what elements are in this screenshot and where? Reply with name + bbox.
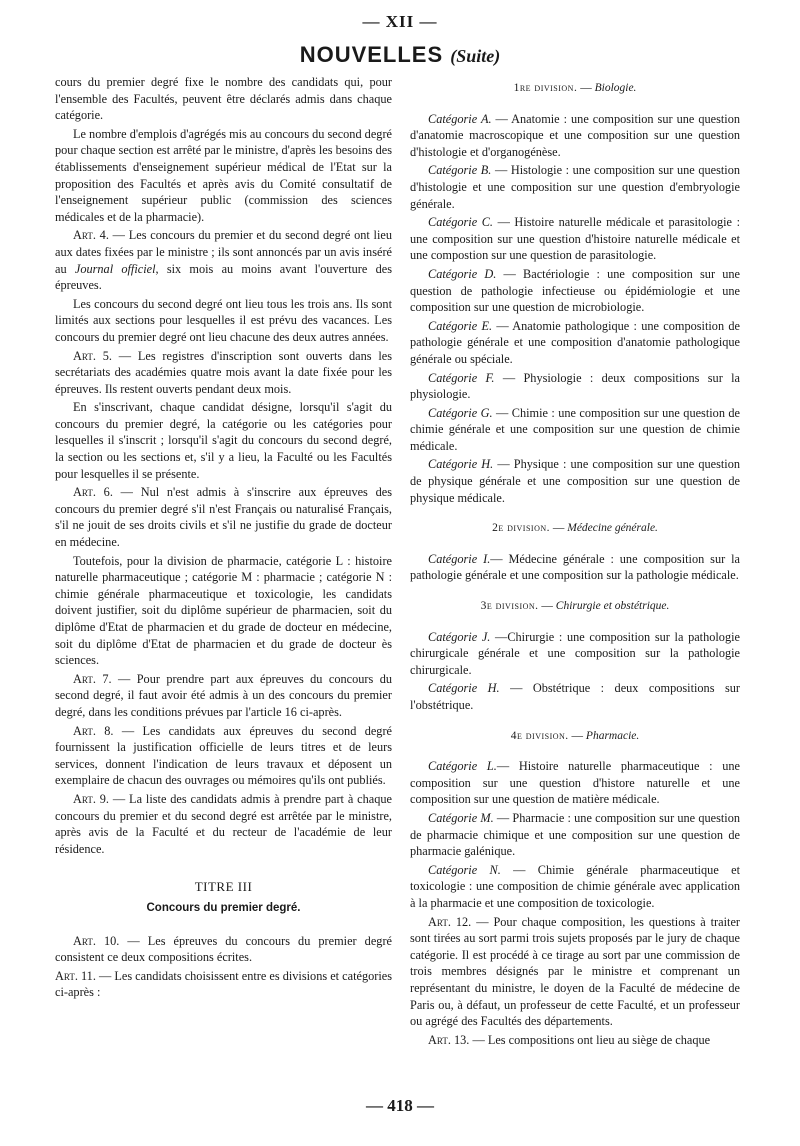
article-11 <box>55 968 392 1001</box>
division-name: Médecine générale. <box>567 522 658 535</box>
category-g <box>410 405 740 455</box>
category-text: — Chimie : une composition sur une question de chimie générale et une composition sur une question de chimie médicale. <box>410 405 741 453</box>
category-text: — Physiologie : deux compositions sur la physiologie. <box>410 370 740 402</box>
category-l <box>410 758 740 808</box>
article-label: Art. 6. <box>73 485 113 500</box>
category-label: Catégorie F. <box>428 370 495 385</box>
article-label: Art. 11. <box>55 968 96 983</box>
category-m <box>410 810 740 860</box>
article-text: — Les épreuves du concours du premier degré consistent ce deux compositions écrites. <box>55 933 392 965</box>
paragraph: Le nombre d'emplois d'agrégés mis au concours du second degré pour chaque section est arrêté par le ministre, d'après les besoins des établissements d'enseignement supérieur médical de l'Etat sur la proposition des Facultés et après avis du Comité consultatif de l'enseignement supérieur public (commission des sciences médicales et de la pharmacie). <box>55 126 392 224</box>
category-e <box>410 318 740 368</box>
article-label: Art. 12. <box>428 914 472 929</box>
category-text: — Médecine générale : une composition sur la pathologie générale et une composition sur la pathologie médicale. <box>410 551 740 583</box>
division-heading: 3e division. — Chirurgie et obstétrique. <box>480 600 670 613</box>
division-name: Chirurgie et obstétrique. <box>555 600 670 613</box>
article-8 <box>55 723 392 789</box>
division-name: Biologie. <box>594 82 637 94</box>
category-label: Catégorie H. <box>428 681 500 696</box>
paragraph: cours du premier degré fixe le nombre des candidats qui, pour l'ensemble des Facultés, peuvent être déclarés admis dans chaque catégorie. <box>55 75 392 123</box>
article-text: — Les concours du premier et du second degré ont lieu aux dates fixées par le ministre ; ils sont annoncés par un avis inséré au <box>55 228 392 276</box>
article-label: Art. 9. <box>73 791 110 806</box>
category-label: Catégorie L. <box>428 759 497 774</box>
category-text: — Histoire naturelle médicale et parasitologie : une composition sur une question d'histoire naturelle médicale et une compostion sur une question de parasitologie. <box>410 215 740 263</box>
article-label: Art. 7. <box>73 671 112 686</box>
category-text: — Pharmacie : une composition sur une question de pharmacie chimique et une composition sur une question de pharmacie galénique. <box>410 810 740 859</box>
category-d <box>410 266 740 316</box>
category-label: Catégorie E. <box>428 318 493 333</box>
article-10 <box>55 933 392 966</box>
article-text: , six mois au moins avant l'ouverture des épreuves. <box>55 261 392 293</box>
division-heading: 4e division. — Pharmacie. <box>510 729 640 742</box>
category-text: — Histoire naturelle pharmaceutique : une composition sur une question d'histore naturelle et une composition sur une question de matière médicale. <box>410 759 740 807</box>
division-number: 4e division. <box>510 729 569 742</box>
category-label: Catégorie B. <box>428 163 492 178</box>
division-name: Pharmacie. <box>585 729 640 742</box>
category-label: Catégorie J. <box>428 629 491 644</box>
category-label: Catégorie A. <box>428 111 492 126</box>
paragraph: En s'inscrivant, chaque candidat désigne, lorsqu'il s'agit du concours du premier degré, la catégorie ou les catégories pour lesquelles il s'inscrit ; lorsqu'il s'agit du concours du second degré, la section ou les sections et, s'il y a lieu, la Faculté ou les Facultés pour lesquelles il se présente. <box>55 400 392 481</box>
category-f <box>410 370 740 403</box>
category-h-obstetrique <box>410 680 740 713</box>
article-label: Art. 5. <box>73 348 112 363</box>
category-n <box>410 862 740 912</box>
article-text: — Les compositions ont lieu au siège de chaque <box>469 1032 711 1047</box>
division-number: 3e division. <box>480 600 539 613</box>
section-title: TITRE III <box>194 879 253 895</box>
title-suffix: (Suite) <box>450 46 501 66</box>
article-12 <box>410 914 740 1030</box>
title-text: NOUVELLES <box>299 42 444 67</box>
article-text: — Les candidats aux épreuves du second degré fournissent la justification officielle de leurs titres et de leurs services, donnent l'indication de leurs travaux et déposent un exemplaire de chacun des ouvrages ou mémoires qu'ils ont publiés. <box>55 723 392 788</box>
division-heading: 1re division. — Biologie. <box>513 82 637 94</box>
right-column <box>410 74 740 1050</box>
category-label: Catégorie D. <box>428 266 497 281</box>
category-label: Catégorie H. <box>428 457 494 472</box>
category-text: — Anatomie : une composition sur une question d'anatomie macroscopique et une composition sur une question d'histologie et d'organogénèse. <box>410 111 740 159</box>
article-4 <box>55 227 392 293</box>
article-label: Art. 4. <box>73 228 109 243</box>
division-number: 1re division. <box>513 82 578 94</box>
article-5 <box>55 348 392 398</box>
article-text: — La liste des candidats admis à prendre part à chaque concours du premier et du second degré est arrêtée par le ministre, après avis de la Faculté et du recteur de l'académie de leur résidence. <box>55 791 392 856</box>
article-label: Art. 10. <box>73 933 120 948</box>
category-text: —Chirurgie : une composition sur la pathologie chirurgicale générale et une composition sur la pathologie chirurgicale. <box>410 629 740 677</box>
category-text: — Obstétrique : deux compositions sur l'obstétrique. <box>410 681 740 712</box>
article-text: — Les registres d'inscription sont ouverts dans les secrétariats des académies quatre mois avant la date fixée pour les épreuves. Ils restent ouverts pendant deux mois. <box>55 348 392 396</box>
paragraph: Toutefois, pour la division de pharmacie, catégorie L : histoire naturelle pharmaceutique ; catégorie M : pharmacie ; catégorie N : chimie générale pharmaceutique et toxicologie, les candidats doivent justifier, soit du diplôme supérieur de pharmacien, soit du diplôme d'Etat de pharmacien et du grade de docteur en médecine, soit du diplôme d'Etat de pharmacien et du grade de docteur ès sciences. <box>55 553 392 668</box>
category-text: — Physique : une composition sur une question de physique générale et une composition sur une question de physique médicale. <box>410 457 740 505</box>
category-text: — Bactériologie : une composition sur une question de pathologie infectieuse ou épidémiologie et une composition sur une question de microbiologie. <box>410 266 741 315</box>
division-number: 2e division. <box>492 522 550 535</box>
article-9 <box>55 791 392 857</box>
category-b <box>410 162 740 212</box>
article-text: — Pour prendre part aux épreuves du concours du second degré, il faut avoir été admis à un des concours du premier degré, dans les conditions prévues par l'article 16 ci-après. <box>55 671 392 719</box>
page-roman-numeral: — XII — <box>362 12 438 31</box>
category-text: — Histologie : une composition sur une question d'histologie et une composition sur une question d'embryologie générale. <box>410 163 740 211</box>
page-title <box>0 42 800 68</box>
article-6 <box>55 484 392 550</box>
paragraph: Les concours du second degré ont lieu tous les trois ans. Ils sont limités aux sections pour lesquelles il est prévu des vacances. Les concours du premier degré ont lieu chacune des deux autres années. <box>55 296 392 344</box>
page-number: — 418 — <box>366 1096 434 1115</box>
category-label: Catégorie I. <box>428 551 491 566</box>
category-label: Catégorie N. <box>428 862 501 877</box>
article-text: — Nul n'est admis à s'inscrire aux épreuves des concours du premier degré s'il n'est Français ou naturalisé Français, s'il ne jouit de ses droits civils et s'il ne justifie du grade de docteur en médecine. <box>55 485 392 550</box>
category-label: Catégorie G. <box>428 405 493 420</box>
journal-title: Journal officiel <box>74 261 156 276</box>
section-subtitle: Concours du premier degré. <box>146 901 301 914</box>
division-heading: 2e division. — Médecine générale. <box>492 522 658 535</box>
category-text: — Anatomie pathologique : une composition de pathologie générale et une composition d'anatomie pathologique générale ou spéciale. <box>410 318 740 366</box>
category-label: Catégorie M. <box>428 810 494 825</box>
article-text: — Les candidats choisissent entre es divisions et catégories ci-après : <box>55 968 392 1000</box>
article-text: — Pour chaque composition, les questions à traiter sont tirées au sort parmi trois sujets proposés par le jury de chaque catégorie. Il est procédé à ce tirage au sort par une commission de trois membres désignés par le ministre et comprenant un représentant du ministre, le doyen de la Faculté de médecine de Paris ou, à défaut, un professeur de cette Faculté, et un professeur ou agrégé des Facultés des départements. <box>410 914 740 1029</box>
category-c <box>410 214 740 264</box>
category-h-physique <box>410 456 740 506</box>
category-a <box>410 111 740 161</box>
article-13 <box>410 1032 740 1049</box>
category-j <box>410 629 740 679</box>
category-label: Catégorie C. <box>428 215 494 230</box>
category-i <box>410 551 740 584</box>
left-column <box>55 74 392 1003</box>
category-text: — Chimie générale pharmaceutique et toxicologie : une composition de chimie générale avec application à la pharmacie et une composition de toxicologie. <box>410 862 740 910</box>
article-7 <box>55 671 392 721</box>
article-label: Art. 13. <box>428 1032 470 1047</box>
article-label: Art. 8. <box>73 723 114 738</box>
